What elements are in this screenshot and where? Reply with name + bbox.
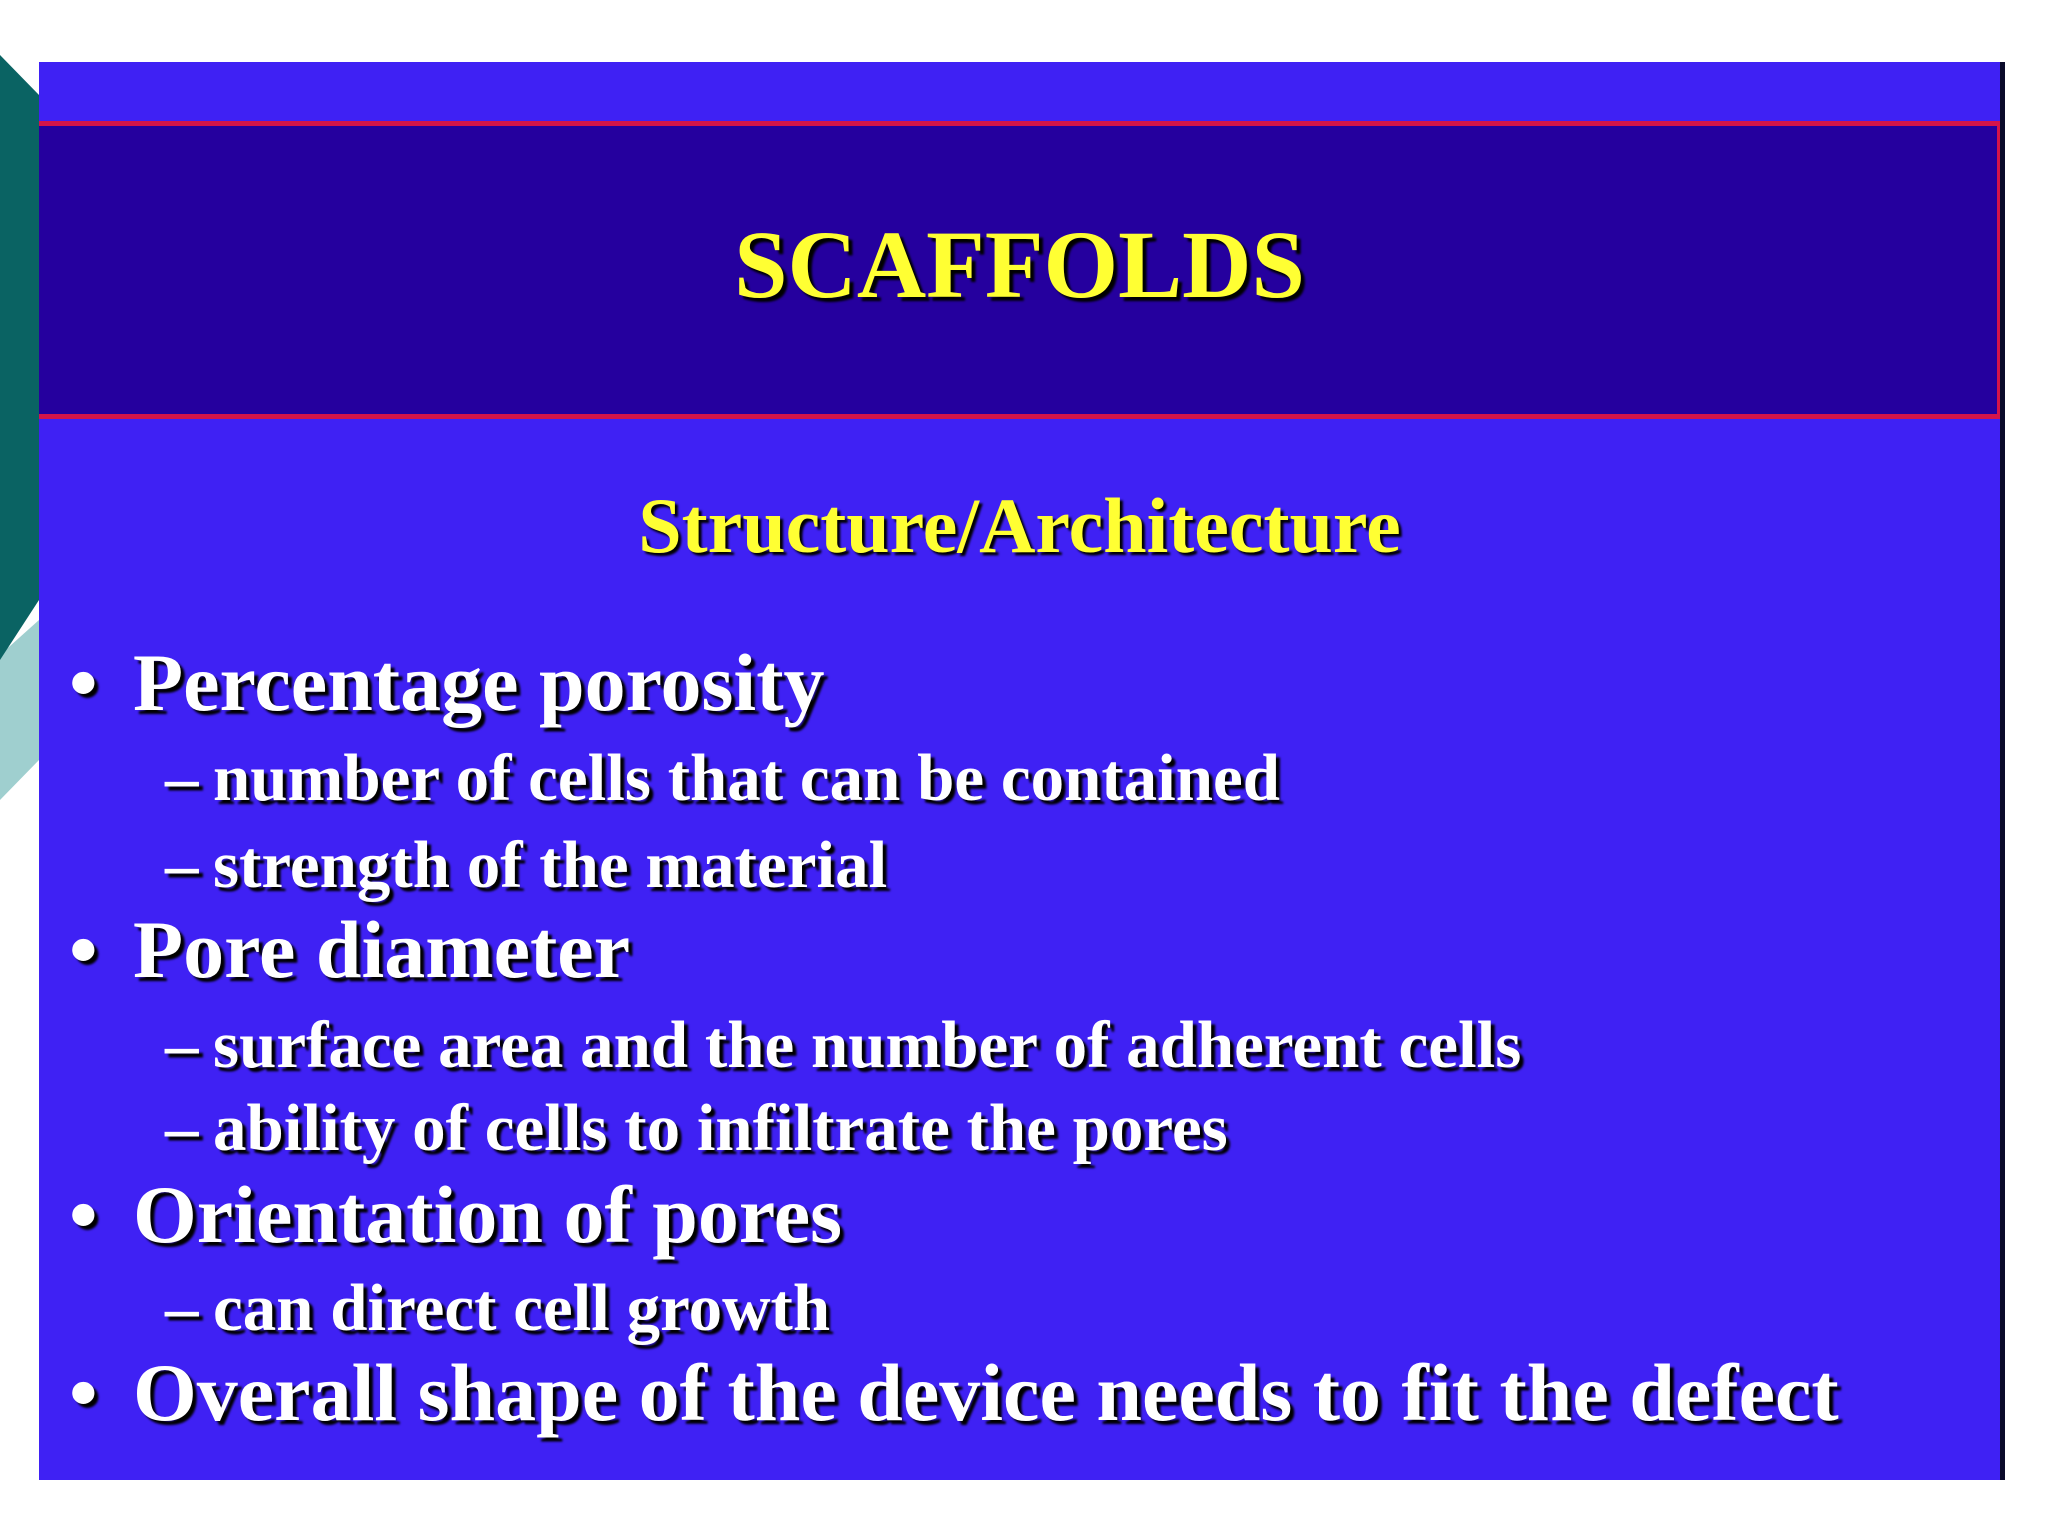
slide-subheading: Structure/Architecture xyxy=(638,482,1401,569)
sub-bullet-text: ability of cells to infiltrate the pores xyxy=(213,1091,1228,1165)
sub-bullet-item xyxy=(165,1091,1228,1165)
bullet-text: Orientation of pores xyxy=(133,1169,843,1260)
slide-content xyxy=(39,62,2005,1480)
sub-bullet-text: surface area and the number of adherent cells xyxy=(213,1008,1522,1082)
dash-marker: – xyxy=(165,1008,199,1082)
bullet-item xyxy=(69,1169,843,1260)
dash-marker: – xyxy=(165,741,199,815)
sub-bullet-item xyxy=(165,741,1281,815)
bullet-item xyxy=(69,904,631,995)
sub-bullet-item xyxy=(165,1008,1522,1082)
sub-bullet-item xyxy=(165,828,888,902)
dash-marker: – xyxy=(165,1091,199,1165)
bullet-marker: • xyxy=(69,637,98,728)
dark-chevron-shape xyxy=(0,55,39,660)
sub-bullet-item xyxy=(165,1271,831,1345)
slide-title: SCAFFOLDS xyxy=(734,211,1305,318)
bullet-text: Overall shape of the device needs to fit the defect xyxy=(133,1347,1839,1438)
bullet-item xyxy=(69,637,825,728)
dash-marker: – xyxy=(165,1271,199,1345)
dash-marker: – xyxy=(165,828,199,902)
bullet-text: Percentage porosity xyxy=(133,637,825,728)
sub-bullet-text: strength of the material xyxy=(213,828,888,902)
bullet-marker: • xyxy=(69,904,98,995)
bullet-marker: • xyxy=(69,1347,98,1438)
bullet-marker: • xyxy=(69,1169,98,1260)
sub-bullet-text: can direct cell growth xyxy=(213,1271,831,1345)
sub-bullet-text: number of cells that can be contained xyxy=(213,741,1281,815)
bullet-text: Pore diameter xyxy=(133,904,631,995)
bullet-item xyxy=(69,1347,1839,1438)
bullet-list xyxy=(39,62,2000,1480)
